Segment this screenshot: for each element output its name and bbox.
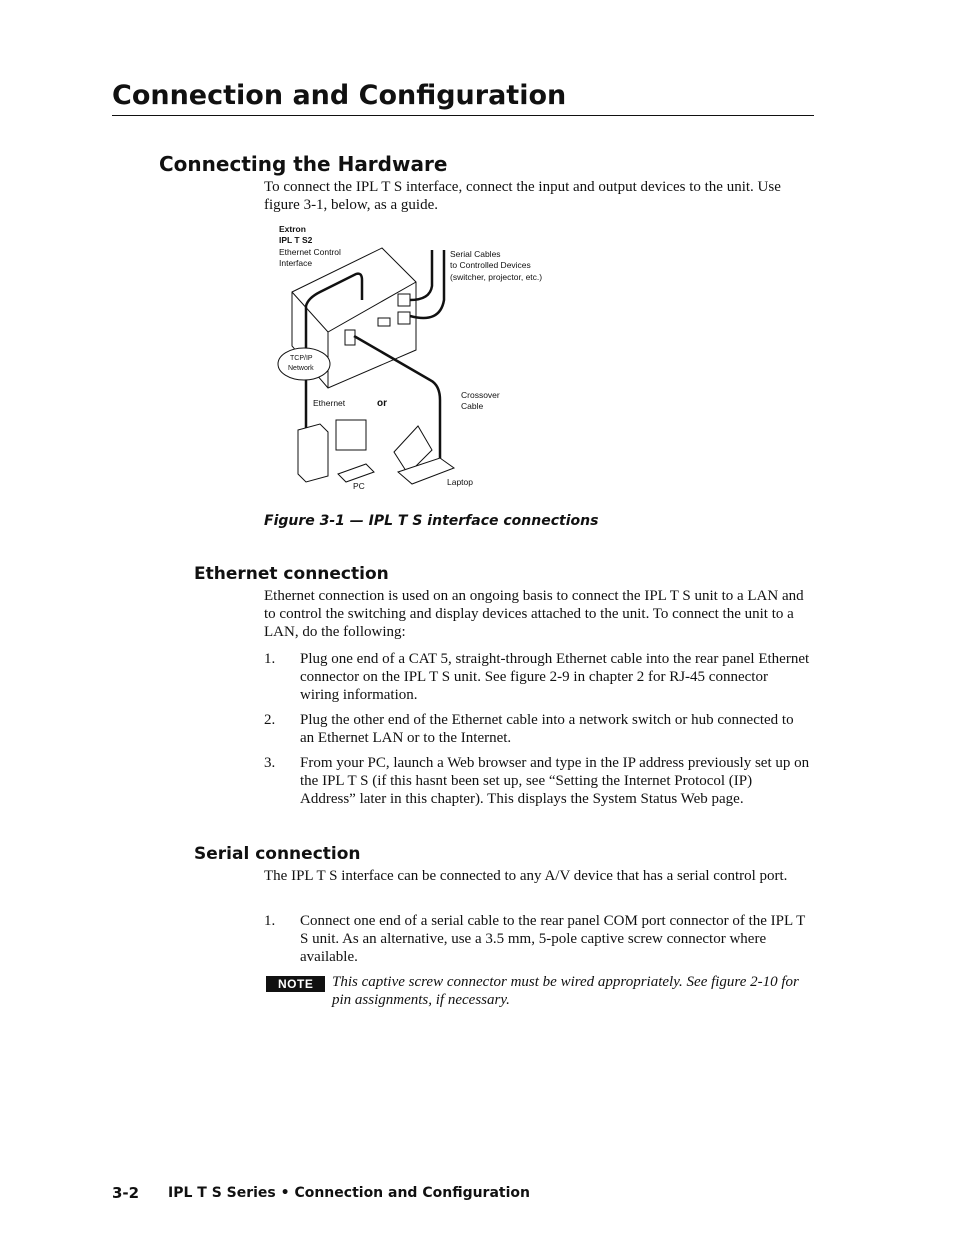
serial-heading: Serial connection	[194, 844, 361, 864]
serial-label: to Controlled Devices	[450, 260, 531, 270]
page-title: Connection and Configuration	[112, 80, 567, 111]
section-intro: To connect the IPL T S interface, connect the input and output devices to the unit. Use figure 3-1, below, as a guide.	[264, 179, 781, 213]
note-badge: NOTE	[266, 976, 325, 992]
step-text: Connect one end of a serial cable to the rear panel COM port connector of the IPL T S unit. As an alternative, use a 3.5 mm, 5-pole captive screw connector where available.	[300, 913, 805, 965]
figure-caption: Figure 3-1 — IPL T S interface connections	[264, 513, 599, 529]
serial-label: Serial Cables	[450, 249, 501, 259]
step-text: Plug one end of a CAT 5, straight-through Ethernet cable into the rear panel Ethernet connector on the IPL T S unit. See figure 2-9 in chapter 2 for RJ-45 connector wiring information.	[300, 651, 810, 703]
device-desc: Ethernet Control	[279, 247, 341, 257]
connection-figure	[270, 220, 560, 500]
crossover-label: Cable	[461, 401, 484, 411]
device-model: IPL T S2	[279, 235, 313, 245]
network-label: TCP/IP	[290, 355, 313, 362]
serial-label: (switcher, projector, etc.)	[450, 272, 543, 282]
laptop-label: Laptop	[447, 477, 473, 487]
device-desc: Interface	[279, 258, 313, 268]
step-text: From your PC, launch a Web browser and type in the IP address previously set up on the IPL T S (if this hasnt been set up, see “Setting the Internet Protocol (IP) Address” later in this chapter). This displays the System Status Web page.	[300, 755, 810, 807]
step-text: Plug the other end of the Ethernet cable into a network switch or hub connected to an Ethernet LAN or to the Internet.	[300, 712, 794, 746]
step-number: 3.	[264, 755, 276, 771]
page-number: 3-2	[112, 1184, 140, 1202]
pc-label: PC	[353, 481, 365, 491]
footer-text: IPL T S Series • Connection and Configuration	[168, 1185, 530, 1201]
crossover-label: Crossover	[461, 390, 500, 400]
section-heading: Connecting the Hardware	[159, 152, 448, 176]
ethernet-heading: Ethernet connection	[194, 564, 389, 584]
note-text: This captive screw connector must be wired appropriately. See figure 2-10 for pin assignments, if necessary.	[332, 974, 799, 1008]
ethernet-intro: Ethernet connection is used on an ongoing basis to connect the IPL T S unit to a LAN and to control the switching and display devices attached to the unit. To connect the unit to a LAN, do the following:	[264, 588, 804, 640]
or-label: or	[377, 398, 387, 409]
ethernet-label: Ethernet	[313, 398, 346, 408]
step-number: 1.	[264, 913, 276, 929]
step-number: 2.	[264, 712, 276, 728]
network-label: Network	[288, 365, 314, 372]
title-rule	[112, 115, 814, 116]
step-number: 1.	[264, 651, 276, 667]
device-brand: Extron	[279, 224, 306, 234]
serial-intro: The IPL T S interface can be connected to any A/V device that has a serial control port.	[264, 868, 788, 884]
